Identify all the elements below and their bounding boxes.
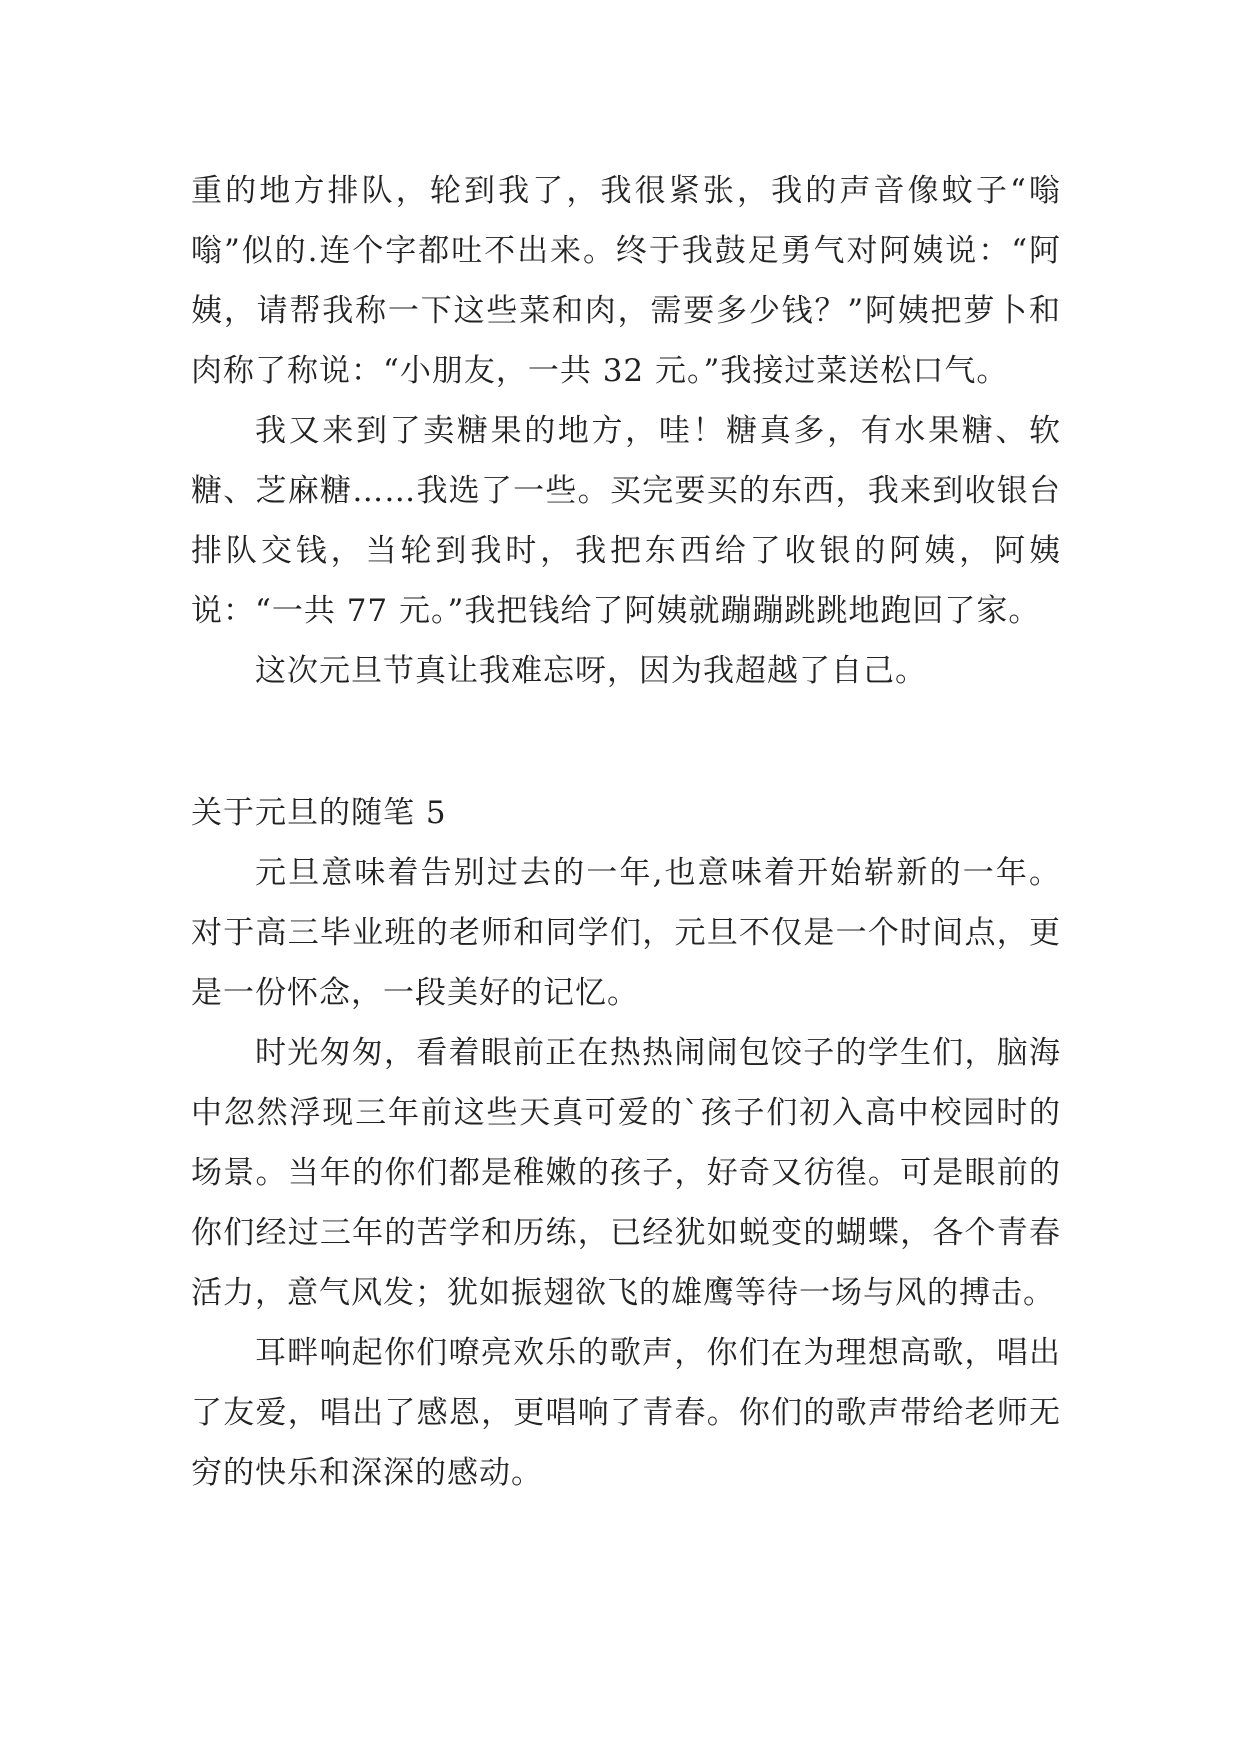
section-heading: 关于元旦的随笔 5	[191, 795, 447, 831]
paragraph: 耳畔响起你们嘹亮欢乐的歌声，你们在为理想高歌，唱出了友爱，唱出了感恩，更唱响了青春。你们的歌声带给老师无穷的快乐和深深的感动。	[191, 1335, 1061, 1491]
paragraph: 这次元旦节真让我难忘呀，因为我超越了自己。	[255, 653, 927, 689]
section-a-body	[191, 161, 1061, 701]
paragraph: 元旦意味着告别过去的一年,也意味着开始崭新的一年。对于高三毕业班的老师和同学们，元旦不仅是一个时间点，更是一份怀念，一段美好的记忆。	[191, 855, 1061, 1011]
paragraph: 重的地方排队，轮到我了，我很紧张，我的声音像蚊子“嗡嗡”似的.连个字都吐不出来。终于我鼓足勇气对阿姨说：“阿姨，请帮我称一下这些菜和肉，需要多少钱？”阿姨把萝卜和肉称了称说：“小朋友，一共 32 元。”我接过菜送松口气。	[191, 173, 1061, 389]
paragraph: 时光匆匆，看着眼前正在热热闹闹包饺子的学生们，脑海中忽然浮现三年前这些天真可爱的`孩子们初入高中校园时的场景。当年的你们都是稚嫩的孩子，好奇又彷徨。可是眼前的你们经过三年的苦学和历练，已经犹如蜕变的蝴蝶，各个青春活力，意气风发；犹如振翅欲飞的雄鹰等待一场与风的搏击。	[191, 1035, 1061, 1311]
section-b-body	[191, 843, 1061, 1503]
paragraph: 我又来到了卖糖果的地方，哇！糖真多，有水果糖、软糖、芝麻糖……我选了一些。买完要买的东西，我来到收银台排队交钱，当轮到我时，我把东西给了收银的阿姨，阿姨说：“一共 77 元。”我把钱给了阿姨就蹦蹦跳跳地跑回了家。	[191, 413, 1061, 629]
